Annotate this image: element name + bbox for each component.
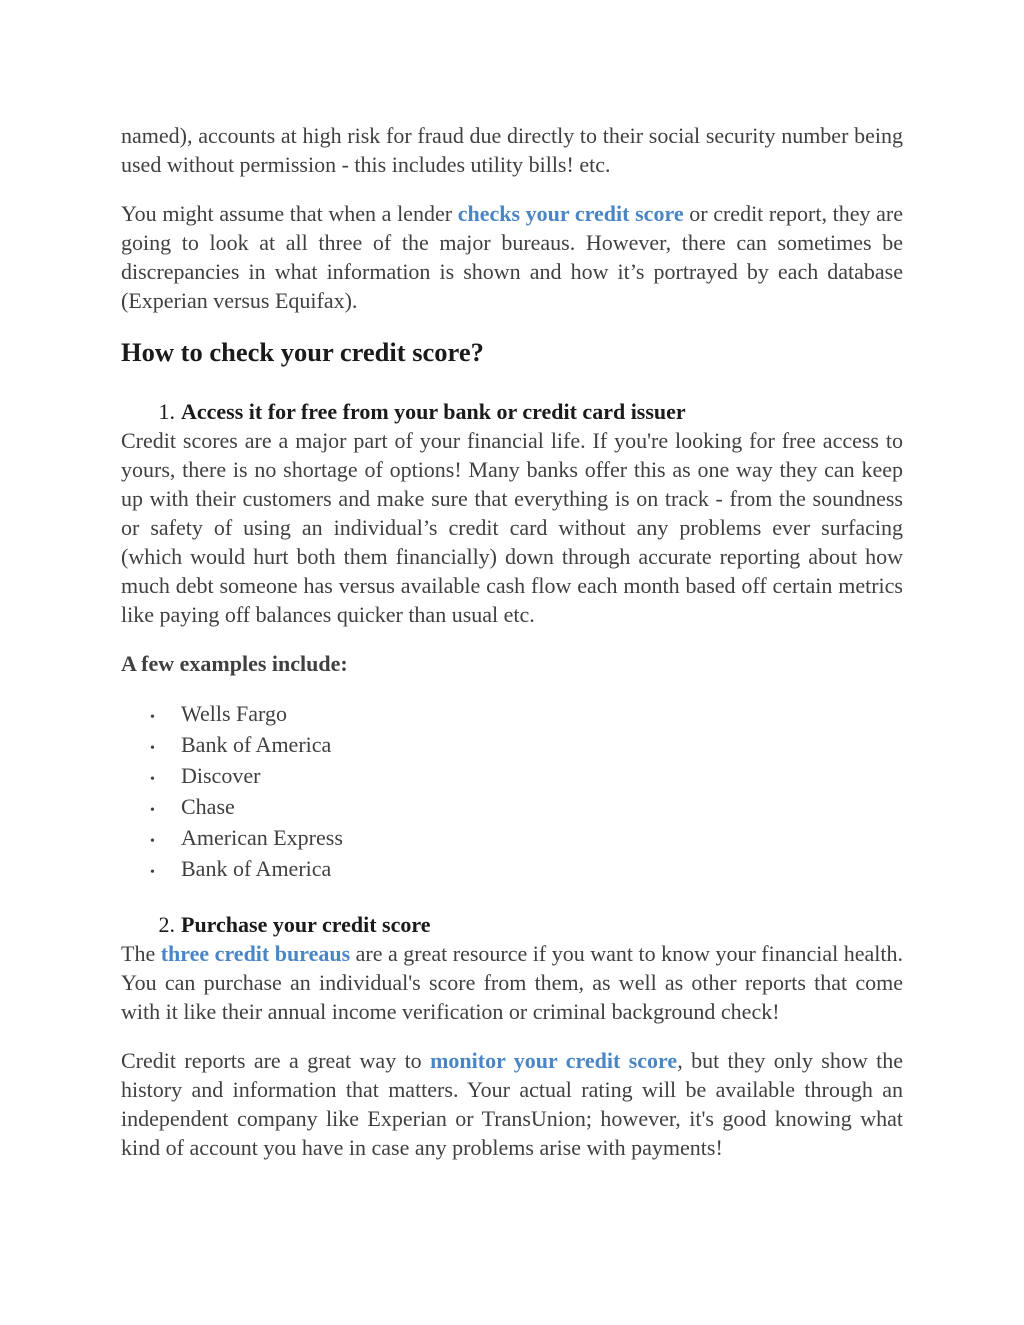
list-item [121,762,903,793]
link-checks-your-credit-score[interactable]: checks your credit score [457,201,684,226]
paragraph-lender-text-after: or credit report, they are going to look at all three of the major bureaus. However, there can sometimes be discrepancies in what information is shown and how it’s portrayed by each database (Experian versus Equifax). [121,201,903,313]
list-item [121,824,903,855]
bullet-icon: • [150,741,155,756]
numbered-item-1-heading [121,397,903,426]
section-heading: How to check your credit score? [121,337,484,367]
paragraph-credit-reports [121,1046,903,1162]
list-item-label: Bank of America [181,732,332,757]
paragraph-reports-text-before: Credit reports are a great way to [121,1048,431,1073]
list-item [121,700,903,731]
paragraph-lender-check [121,199,903,315]
list-item [121,731,903,762]
numbered-item-1-body: Credit scores are a major part of your financial life. If you're looking for free access to yours, there is no shortage of options! Many banks offer this as one way they can keep up with their customers and make sure that everything is on track - from the soundness or safety of using an individual’s credit card without any problems ever surfacing (which would hurt both them financially) down through accurate reporting about how much debt someone has versus available cash flow each month based off certain metrics like paying off balances quicker than usual etc. [121,428,903,627]
list-item-label: American Express [181,825,343,850]
list-item-label: Wells Fargo [181,701,287,726]
list-item-label: Bank of America [181,856,332,881]
list-item [121,793,903,824]
bullet-icon: • [150,772,155,787]
paragraph-lender-text-before: You might assume that when a lender [121,201,458,226]
numbered-item-2-number: 2. [158,912,175,937]
numbered-item-2-body [121,939,903,1026]
bullet-icon: • [150,803,155,818]
bullet-icon: • [150,865,155,880]
numbered-item-2-title: Purchase your credit score [181,912,431,937]
list-item [121,855,903,886]
document-content [121,121,903,1162]
link-monitor-your-credit-score[interactable]: monitor your credit score [430,1048,678,1073]
bullet-icon: • [150,834,155,849]
link-three-credit-bureaus[interactable]: three credit bureaus [160,941,351,966]
item-2-text-after: are a great resource if you want to know your financial health. You can purchase an individual's score from them, as well as other reports that come with it like their annual income verification or criminal background check! [121,941,904,1024]
examples-label: A few examples include: [121,651,348,676]
bullet-icon: • [150,710,155,725]
paragraph-reports-text-after: , but they only show the history and information that matters. Your actual rating will be available through an independent company like Experian or TransUnion; however, it's good knowing what kind of account you have in case any problems arise with payments! [121,1048,903,1160]
numbered-item-2-heading [121,910,903,939]
numbered-item-1-title: Access it for free from your bank or credit card issuer [181,399,686,424]
list-item-label: Discover [181,763,261,788]
examples-list [121,700,903,886]
paragraph-intro-continued: named), accounts at high risk for fraud due directly to their social security number being used without permission - this includes utility bills! etc. [121,123,903,177]
list-item-label: Chase [181,794,235,819]
item-2-text-before: The [121,941,161,966]
numbered-item-1-number: 1. [158,399,175,424]
